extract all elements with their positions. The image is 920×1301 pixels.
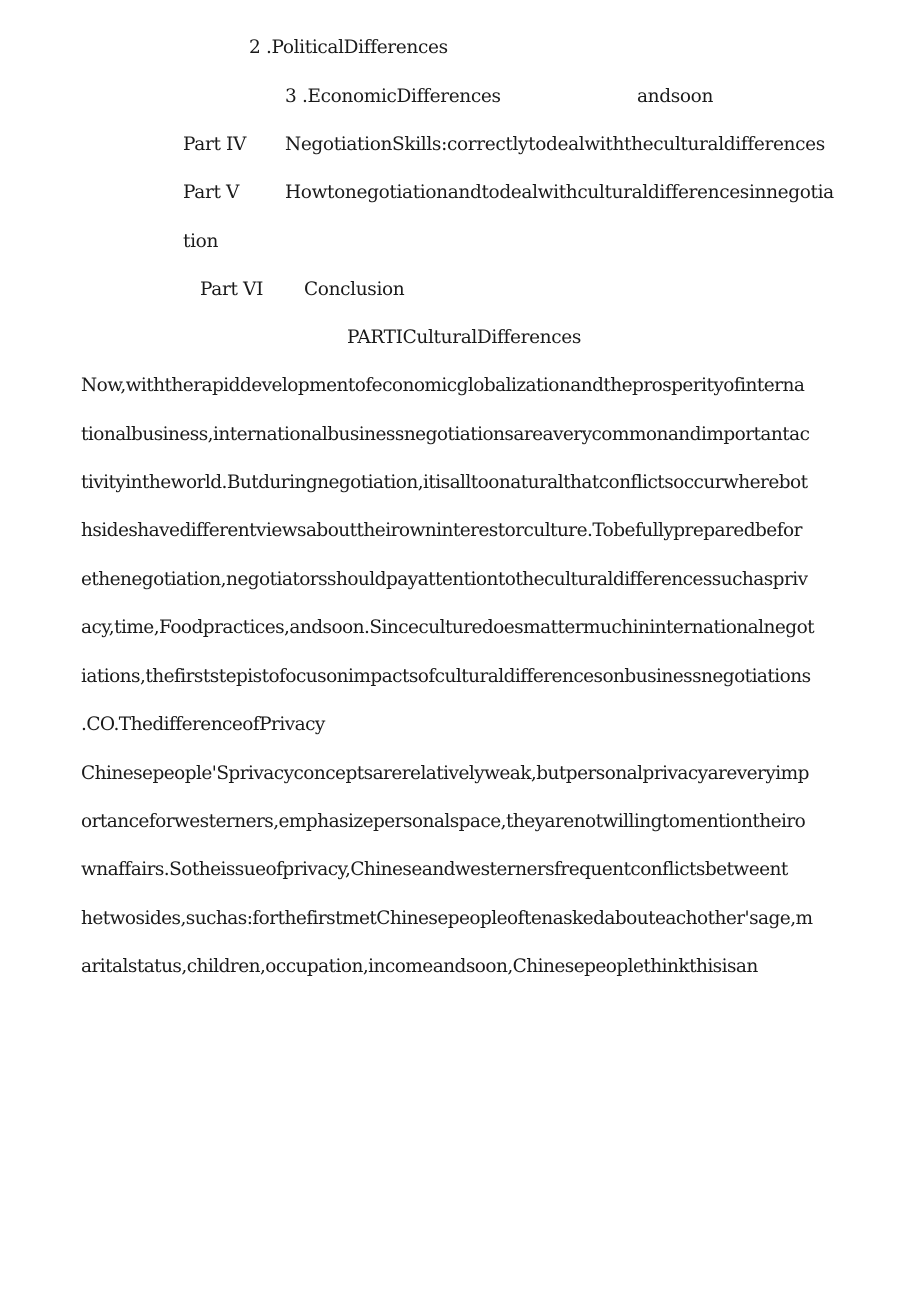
paragraph-line: ortanceforwesterners,emphasizepersonalspace,theyarenotwillingtomentiontheiro xyxy=(81,811,806,832)
paragraph-line: aritalstatus,children,occupation,incomeandsoon,Chinesepeoplethinkthisisan xyxy=(81,956,758,977)
outline-part5-label: Part V xyxy=(183,182,240,203)
outline-item-2: 2 .PoliticalDifferences xyxy=(249,37,448,58)
outline-part5-continuation: tion xyxy=(183,231,219,252)
paragraph-line: ethenegotiation,negotiatorsshouldpayattentiontotheculturaldifferencessuchaspriv xyxy=(81,569,808,590)
outline-part4-label: Part IV xyxy=(183,134,247,155)
outline-part6-label: Part VI xyxy=(200,279,264,300)
outline-item-3: 3 .EconomicDifferences xyxy=(285,86,501,107)
paragraph-line: Chinesepeople'Sprivacyconceptsarerelativelyweak,butpersonalprivacyareveryimp xyxy=(81,763,809,784)
paragraph-line: Now,withtherapiddevelopmentofeconomicglobalizationandtheprosperityofinterna xyxy=(81,375,805,396)
paragraph-line: tivityintheworld.Butduringnegotiation,itisalltoonaturalthatconflictsoccurwherebot xyxy=(81,472,808,493)
outline-part6-text: Conclusion xyxy=(304,279,405,300)
section-heading: PARTICulturalDifferences xyxy=(347,327,581,348)
paragraph-line: acy,time,Foodpractices,andsoon.Sinceculturedoesmattermuchininternationalnegot xyxy=(81,617,815,638)
paragraph-line: iations,thefirststepistofocusonimpactsofculturaldifferencesonbusinessnegotiations xyxy=(81,666,811,687)
subheading-privacy: .CO.ThedifferenceofPrivacy xyxy=(81,714,325,735)
paragraph-line: hsideshavedifferentviewsabouttheirowninterestorculture.Tobefullypreparedbefor xyxy=(81,520,802,541)
paragraph-line: hetwosides,suchas:forthefirstmetChinesepeopleoftenaskedabouteachother'sage,m xyxy=(81,908,813,929)
paragraph-line: wnaffairs.Sotheissueofprivacy,Chineseandwesternersfrequentconflictsbetweent xyxy=(81,859,788,880)
outline-part5-text: Howtonegotiationandtodealwithculturaldifferencesinnegotia xyxy=(285,182,834,203)
paragraph-line: tionalbusiness,internationalbusinessnegotiationsareaverycommonandimportantac xyxy=(81,424,810,445)
outline-item-3-suffix: andsoon xyxy=(637,86,714,107)
outline-part4-text: NegotiationSkills:correctlytodealwiththeculturaldifferences xyxy=(285,134,825,155)
